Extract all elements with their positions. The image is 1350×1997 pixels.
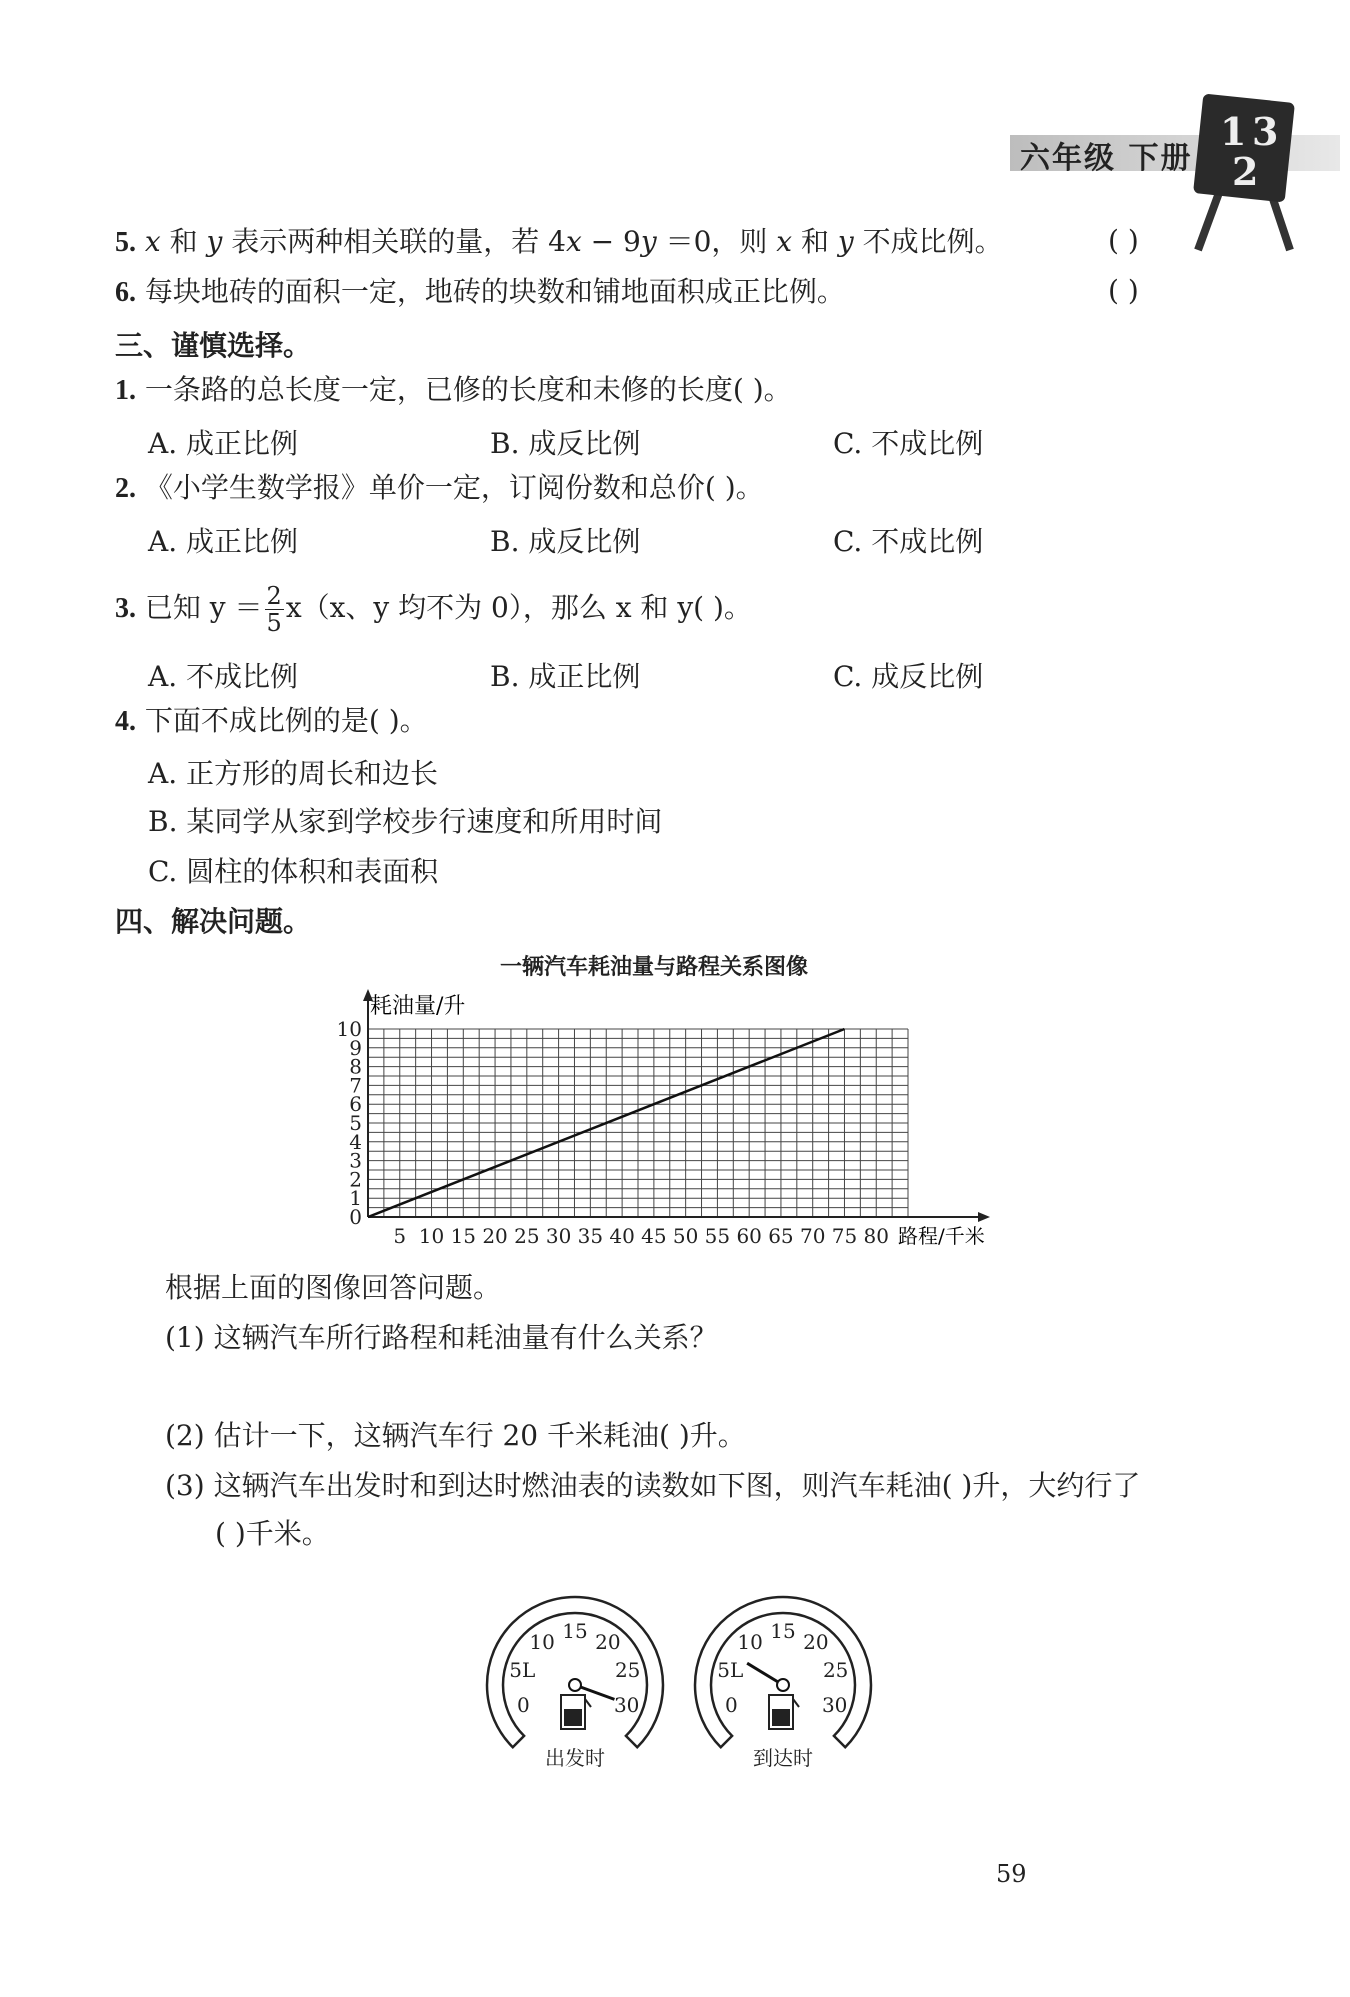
y-tick-label: 9 (349, 1035, 362, 1060)
option-b[interactable]: B. 成反比例 (490, 525, 641, 558)
logo-digit-1: 1 (1220, 109, 1247, 154)
x-tick-label: 15 (450, 1224, 477, 1248)
x-tick-label: 40 (609, 1224, 635, 1248)
x-axis-arrow (978, 1212, 990, 1222)
y-axis-label: 耗油量/升 (370, 994, 466, 1019)
option-c[interactable]: C. 圆柱的体积和表面积 (148, 855, 439, 888)
x-tick-label: 20 (482, 1224, 508, 1248)
y-tick-label: 1 (349, 1186, 362, 1211)
option-b[interactable]: B. 某同学从家到学校步行速度和所用时间 (148, 805, 663, 838)
y-tick-label: 5 (349, 1111, 362, 1135)
gauge-label: 5L (509, 1658, 536, 1683)
x-tick-label: 10 (418, 1224, 445, 1248)
gauge-label: 25 (822, 1658, 849, 1683)
option-c[interactable]: C. 不成比例 (833, 525, 984, 558)
question-5: 5. x 和 y 表示两种相关联的量，若 4x − 9y ＝0，则 x 和 y 不成比例。 (115, 225, 1003, 258)
y-tick-label: 8 (349, 1054, 362, 1079)
gauge-hub (569, 1679, 581, 1691)
y-tick-label: 3 (349, 1148, 362, 1173)
gauge-hub (777, 1679, 789, 1691)
chalkboard-logo (1190, 90, 1300, 260)
option-a[interactable]: A. 成正比例 (148, 525, 299, 558)
section-3-title: 三、谨慎选择。 (115, 329, 312, 362)
gauge-label: 30 (821, 1692, 848, 1717)
x-tick-label: 30 (545, 1224, 572, 1248)
grade-label: 六年级 下册 (1020, 141, 1193, 176)
problem-2: (2) 估计一下，这辆汽车行 20 千米耗油( )升。 (165, 1419, 746, 1452)
gauge-caption: 出发时 (545, 1746, 605, 1770)
gauge-label: 5L (717, 1658, 744, 1683)
option-c[interactable]: C. 不成比例 (833, 427, 984, 460)
gauge-label: 20 (803, 1629, 829, 1654)
fuel-pump-fill (564, 1709, 582, 1726)
y-tick-label: 7 (349, 1073, 362, 1098)
chart-grid (368, 1029, 908, 1217)
y-tick-label: 4 (349, 1129, 362, 1154)
y-tick-label: 10 (336, 1017, 362, 1041)
chart-axes (363, 989, 990, 1222)
gauge-label: 15 (770, 1619, 796, 1643)
answer-intro: 根据上面的图像回答问题。 (165, 1271, 502, 1304)
option-a[interactable]: A. 不成比例 (148, 660, 299, 693)
choice-question-3: 3. 已知 y ＝ $\frac{2}{5}$ x（x、y 均不为 0），那么 x 和 y( )。 (115, 582, 752, 637)
option-b[interactable]: B. 成正比例 (490, 660, 641, 693)
gauge-label: 10 (529, 1629, 555, 1654)
gauge-label: 0 (516, 1692, 530, 1717)
x-tick-label: 65 (768, 1224, 794, 1248)
answer-blank-6[interactable]: ( ) (1108, 274, 1139, 307)
x-tick-label: 35 (577, 1224, 604, 1248)
x-tick-label: 75 (831, 1224, 858, 1248)
y-tick-label: 6 (349, 1092, 362, 1117)
x-tick-label: 25 (514, 1224, 540, 1248)
y-tick-label: 2 (349, 1167, 362, 1192)
fuel-pump-fill (772, 1709, 790, 1726)
logo-digit-2: 2 (1232, 149, 1259, 194)
fuel-chart (320, 985, 1040, 1260)
answer-blank-5[interactable]: ( ) (1108, 224, 1139, 257)
x-tick-label: 70 (799, 1224, 826, 1248)
problem-3-line-2: ( )千米。 (215, 1517, 330, 1550)
choice-question-2: 2. 《小学生数学报》单价一定，订阅份数和总价( )。 (115, 471, 764, 504)
fuel-gauge-start (480, 1570, 670, 1770)
choice-question-1: 1. 一条路的总长度一定，已修的长度和未修的长度( )。 (115, 373, 792, 406)
x-tick-label: 45 (641, 1224, 667, 1248)
problem-3-line-1: (3) 这辆汽车出发时和到达时燃油表的读数如下图，则汽车耗油( )升，大约行了 (165, 1469, 1141, 1502)
gauge-label: 30 (613, 1692, 640, 1717)
page-number: 59 (996, 1860, 1027, 1888)
gauge-label: 15 (562, 1619, 588, 1643)
option-a[interactable]: A. 成正比例 (148, 427, 299, 460)
section-4-title: 四、解决问题。 (115, 905, 312, 938)
logo-digit-3: 3 (1252, 109, 1279, 154)
fraction: $\frac{2}{5}$ (266, 582, 282, 637)
question-number: 5. (115, 227, 136, 258)
chart-title: 一辆汽车耗油量与路程关系图像 (500, 955, 809, 980)
x-tick-label: 55 (704, 1224, 731, 1248)
problem-1: (1) 这辆汽车所行路程和耗油量有什么关系？ (165, 1321, 718, 1354)
x-tick-label: 80 (863, 1224, 889, 1248)
y-tick-label: 0 (349, 1205, 362, 1229)
x-tick-label: 50 (672, 1224, 699, 1248)
gauge-caption: 到达时 (753, 1746, 813, 1770)
x-axis-label: 路程/千米 (898, 1224, 985, 1248)
question-6: 6. 每块地砖的面积一定，地砖的块数和铺地面积成正比例。 (115, 275, 845, 308)
x-tick-label: 5 (393, 1224, 407, 1248)
choice-question-4: 4. 下面不成比例的是( )。 (115, 704, 428, 737)
gauge-label: 20 (595, 1629, 621, 1654)
x-tick-label: 60 (736, 1224, 762, 1248)
option-a[interactable]: A. 正方形的周长和边长 (148, 757, 439, 790)
option-b[interactable]: B. 成反比例 (490, 427, 641, 460)
option-c[interactable]: C. 成反比例 (833, 660, 984, 693)
gauge-label: 10 (737, 1629, 763, 1654)
fuel-gauge-end (688, 1570, 878, 1770)
gauge-label: 25 (614, 1658, 641, 1683)
gauge-label: 0 (724, 1692, 738, 1717)
